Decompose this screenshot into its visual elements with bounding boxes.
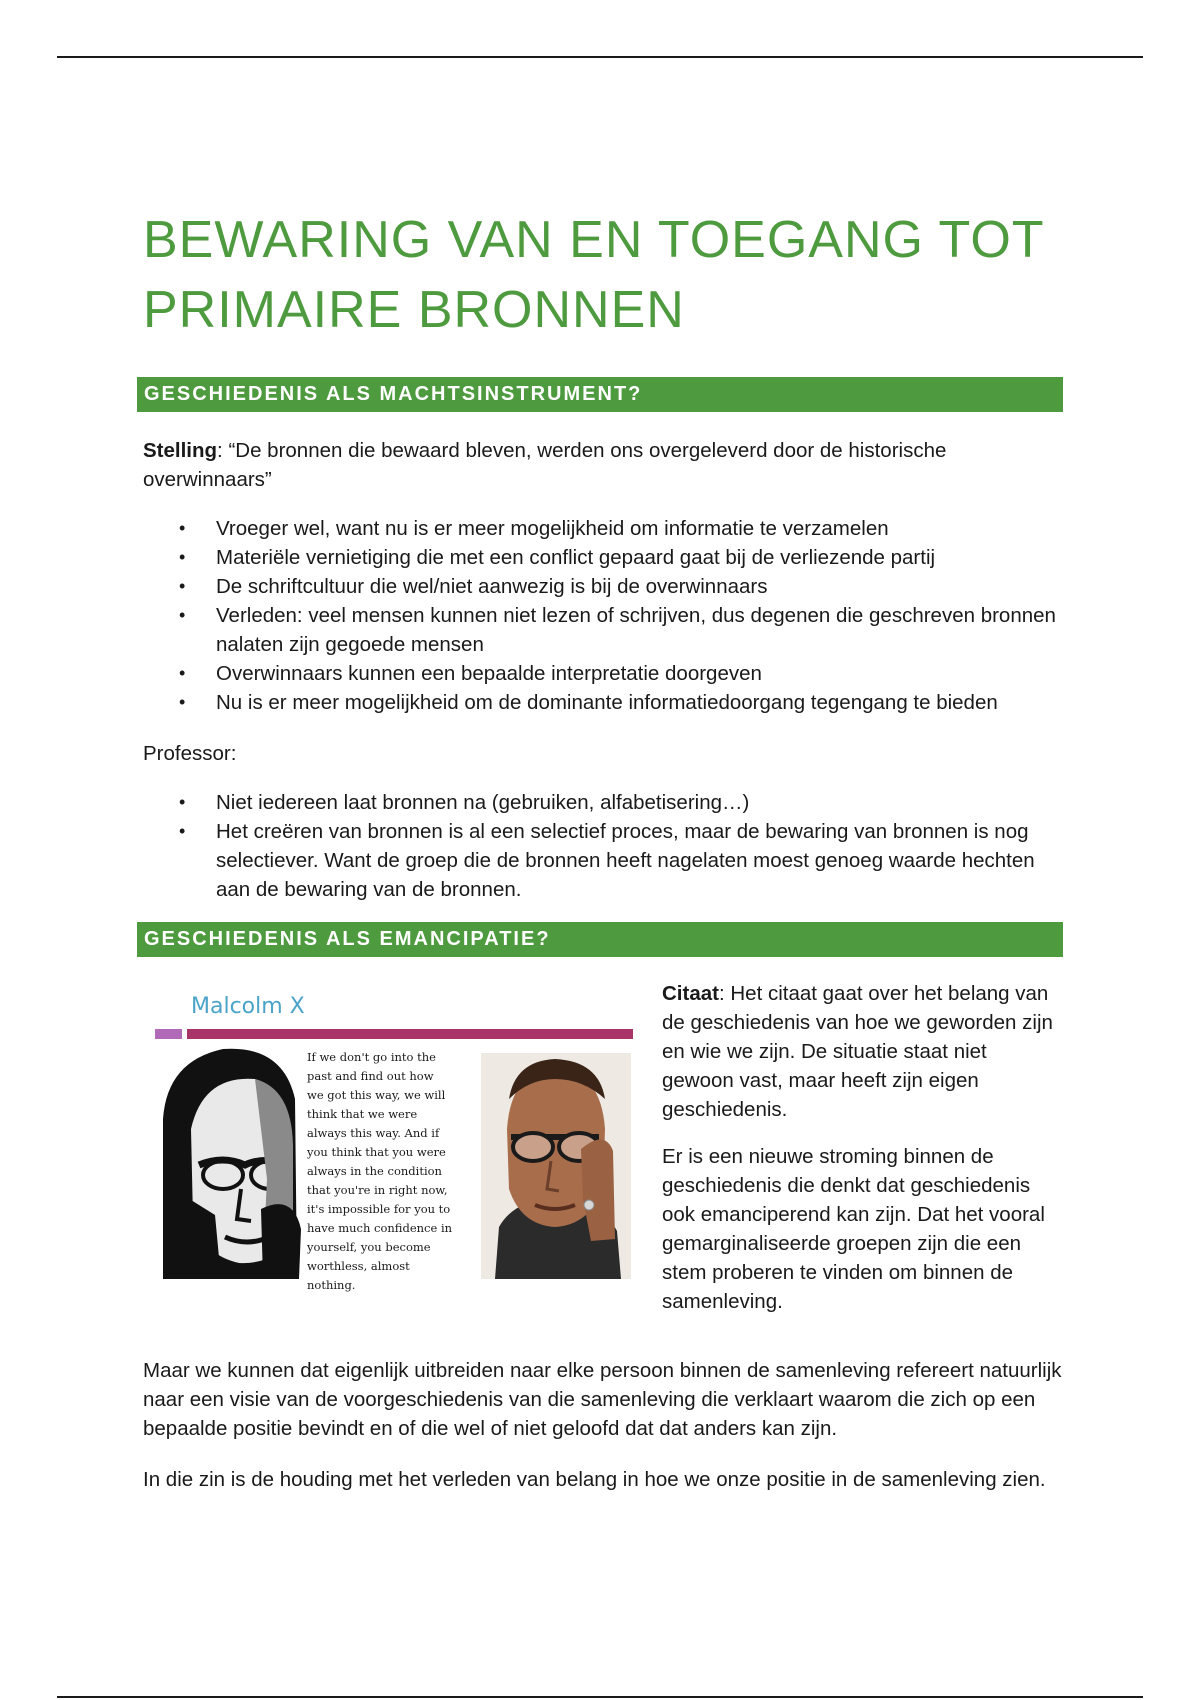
- document-body: [143, 205, 1063, 1494]
- bullet-icon: •: [179, 792, 186, 812]
- bottom-rule: [57, 1696, 1143, 1698]
- list-item-text: Overwinnaars kunnen een bepaalde interpretatie doorgeven: [216, 662, 762, 685]
- svg-text:past and find out how: past and find out how: [307, 1069, 434, 1083]
- bullet-icon: •: [179, 547, 186, 567]
- list-item: [143, 601, 1063, 659]
- list-item-text: Materiële vernietiging die met een conflict gepaard gaat bij de verliezende partij: [216, 546, 936, 569]
- bullet-icon: •: [179, 518, 186, 538]
- list-item: [143, 659, 1063, 688]
- list-item: [143, 543, 1063, 572]
- svg-text:If we don't go into the: If we don't go into the: [307, 1050, 436, 1064]
- image-title: Malcolm X: [191, 994, 305, 1019]
- svg-text:worthless, almost: worthless, almost: [307, 1259, 410, 1273]
- list-item: [143, 688, 1063, 717]
- stroming-paragraph: Er is een nieuwe stroming binnen de geschiedenis die denkt dat geschiedenis ook emanciperend kan zijn. Dat het vooral gemarginaliseerde groepen zijn die een stem proberen te vinden om binnen de samenleving.: [662, 1145, 1045, 1313]
- houding-paragraph: In die zin is de houding met het verleden van belang in hoe we onze positie in de samenleving zien.: [143, 1468, 1046, 1491]
- portrait-right-icon: [481, 1053, 631, 1279]
- citaat-paragraph: [662, 979, 1063, 1124]
- svg-text:it's impossible for you to: it's impossible for you to: [307, 1202, 451, 1216]
- list-item: [143, 788, 1063, 817]
- malcolm-x-image: [143, 979, 643, 1313]
- stelling-label: Stelling: [143, 439, 218, 462]
- stelling-text: : “De bronnen die bewaard bleven, werden ons overgeleverd door de historische overwinnaars”: [143, 439, 947, 491]
- svg-text:have much confidence in: have much confidence in: [307, 1221, 453, 1235]
- list-item-text: Nu is er meer mogelijkheid om de dominante informatiedoorgang tegengang te bieden: [216, 691, 998, 714]
- list-item: [143, 817, 1063, 904]
- svg-text:nothing.: nothing.: [307, 1278, 356, 1292]
- stelling-paragraph: [143, 436, 1063, 494]
- bullet-icon: •: [179, 576, 186, 596]
- bullet-icon: •: [179, 605, 186, 625]
- svg-text:that you're in right now,: that you're in right now,: [307, 1183, 448, 1197]
- list-item-text: Niet iedereen laat bronnen na (gebruiken, alfabetisering…): [216, 791, 750, 814]
- list-item-text: De schriftcultuur die wel/niet aanwezig is bij de overwinnaars: [216, 575, 768, 598]
- list-item-text: Verleden: veel mensen kunnen niet lezen of schrijven, dus degenen die geschreven bronnen nalaten zijn gegoede mensen: [216, 604, 1056, 656]
- list-item: [143, 514, 1063, 543]
- bullet-icon: •: [179, 663, 186, 683]
- malcolm-x-illustration: [143, 979, 643, 1313]
- professor-label: Professor:: [143, 742, 237, 765]
- svg-text:think that we were: think that we were: [307, 1107, 418, 1121]
- bullet-icon: •: [179, 821, 186, 841]
- page-title: BEWARING VAN EN TOEGANG TOT PRIMAIRE BRONNEN: [143, 211, 1044, 339]
- professor-bullet-list: [143, 788, 1063, 904]
- emancipatie-split: [143, 979, 1063, 1334]
- citaat-label: Citaat: [662, 982, 719, 1005]
- samenleving-paragraph: Maar we kunnen dat eigenlijk uitbreiden naar elke persoon binnen de samenleving refereert natuurlijk naar een visie van de voorgeschiedenis van die samenleving die verklaart waarom die zich op een bepaalde positie bevindt en of die wel of niet geloofd dat dat anders kan zijn.: [143, 1359, 1062, 1440]
- accent-magenta: [187, 1029, 633, 1039]
- list-item: [143, 572, 1063, 601]
- top-rule: [57, 56, 1143, 58]
- list-item-text: Het creëren van bronnen is al een selectief proces, maar de bewaring van bronnen is nog selectiever. Want de groep die de bronnen heeft nagelaten moest genoeg waarde hechten aan de bewaring van de bronnen.: [216, 820, 1035, 901]
- svg-text:you think that you were: you think that you were: [307, 1145, 446, 1159]
- list-item-text: Vroeger wel, want nu is er meer mogelijkheid om informatie te verzamelen: [216, 517, 889, 540]
- stelling-bullet-list: [143, 514, 1063, 717]
- accent-purple: [155, 1029, 182, 1039]
- svg-text:always this way. And if: always this way. And if: [307, 1126, 440, 1140]
- portrait-left-icon: [157, 1046, 302, 1279]
- citaat-text: : Het citaat gaat over het belang van de geschiedenis van hoe we geworden zijn en wie we zijn. De situatie staat niet gewoon vast, maar heeft zijn eigen geschiedenis.: [662, 982, 1053, 1121]
- svg-text:always in the condition: always in the condition: [307, 1164, 442, 1178]
- section-heading-emancipatie: GESCHIEDENIS ALS EMANCIPATIE?: [137, 922, 1063, 957]
- citaat-column: [662, 979, 1063, 1334]
- section-heading-machtsinstrument: GESCHIEDENIS ALS MACHTSINSTRUMENT?: [137, 377, 1063, 412]
- svg-text:yourself, you become: yourself, you become: [307, 1240, 431, 1254]
- svg-text:we got this way, we will: we got this way, we will: [307, 1088, 446, 1102]
- bullet-icon: •: [179, 692, 186, 712]
